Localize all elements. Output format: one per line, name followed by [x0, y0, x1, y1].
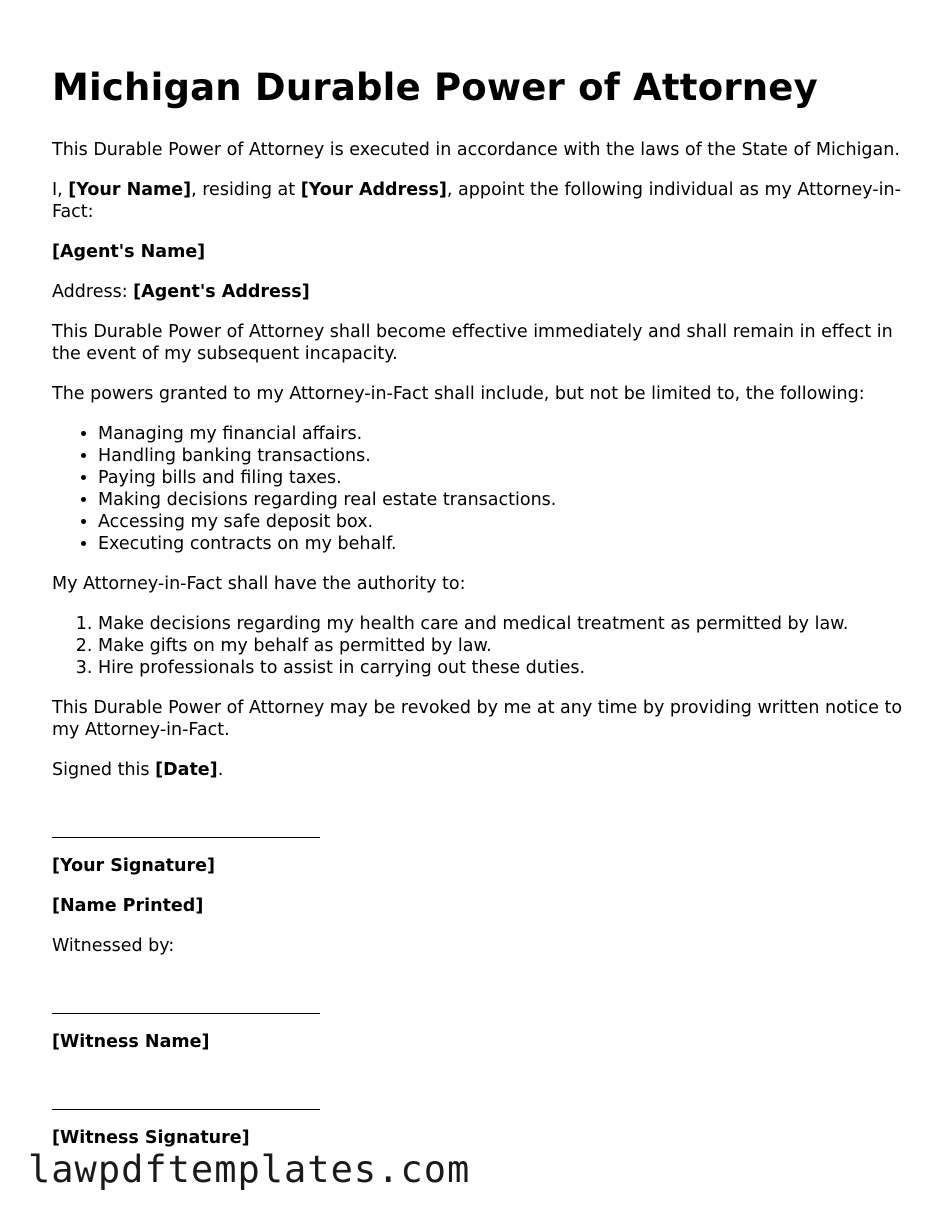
witness-name-line	[52, 993, 912, 1015]
list-item: • Handling banking transactions.	[98, 445, 912, 467]
list-item: • Paying bills and filing taxes.	[98, 467, 912, 489]
intro-paragraph: This Durable Power of Attorney is executed in accordance with the laws of the State of Michigan.	[52, 140, 900, 160]
witness-name-line-rule	[52, 993, 320, 1014]
watermark: lawpdftemplates.com	[28, 1148, 471, 1191]
document-title: Michigan Durable Power of Attorney	[52, 66, 818, 109]
signed-suffix: .	[217, 760, 224, 780]
witness-signature-line-rule	[52, 1089, 320, 1110]
appointment-middle: , residing at	[191, 180, 301, 200]
appointment-suffix: , appoint the following individual as my Attorney-in-Fact:	[52, 180, 901, 222]
authority-list	[52, 613, 912, 679]
name-printed-paragraph	[52, 895, 912, 917]
your-name-placeholder: [Your Name]	[68, 180, 192, 200]
list-item: 1. Make decisions regarding my health care and medical treatment as permitted by law.	[98, 613, 912, 635]
list-item: • Making decisions regarding real estate transactions.	[98, 489, 912, 511]
document	[52, 62, 912, 1167]
appointment-paragraph	[52, 179, 912, 223]
signed-paragraph	[52, 759, 912, 781]
witness-signature-line	[52, 1089, 912, 1111]
authority-intro: My Attorney-in-Fact shall have the authority to:	[52, 574, 466, 594]
spacer	[52, 975, 912, 993]
powers-list	[52, 423, 912, 555]
date-placeholder: [Date]	[155, 760, 218, 780]
revocation-paragraph: This Durable Power of Attorney may be revoked by me at any time by providing written notice to my Attorney-in-Fact.	[52, 698, 903, 740]
list-item: 3. Hire professionals to assist in carrying out these duties.	[98, 657, 912, 679]
witness-name-paragraph	[52, 1031, 912, 1053]
name-printed-placeholder: [Name Printed]	[52, 896, 204, 916]
agent-address-placeholder: [Agent's Address]	[133, 282, 310, 302]
your-address-placeholder: [Your Address]	[300, 180, 447, 200]
witness-signature-placeholder: [Witness Signature]	[52, 1128, 250, 1148]
list-item: • Executing contracts on my behalf.	[98, 533, 912, 555]
appointment-prefix: I,	[52, 180, 69, 200]
witnessed-by-label: Witnessed by:	[52, 936, 175, 956]
signature-line-rule	[52, 817, 320, 838]
agent-address-label: Address:	[52, 282, 134, 302]
spacer	[52, 1071, 912, 1089]
signed-prefix: Signed this	[52, 760, 156, 780]
agent-name-paragraph	[52, 241, 912, 263]
list-item: • Accessing my safe deposit box.	[98, 511, 912, 533]
your-signature-placeholder: [Your Signature]	[52, 856, 215, 876]
list-item: 2. Make gifts on my behalf as permitted by law.	[98, 635, 912, 657]
your-signature-paragraph	[52, 855, 912, 877]
agent-name-placeholder: [Agent's Name]	[52, 242, 206, 262]
effective-paragraph: This Durable Power of Attorney shall become effective immediately and shall remain in effect in the event of my subsequent incapacity.	[52, 322, 893, 364]
powers-intro: The powers granted to my Attorney-in-Fact shall include, but not be limited to, the following:	[52, 384, 865, 404]
signature-line	[52, 817, 912, 839]
list-item: • Managing my financial affairs.	[98, 423, 912, 445]
agent-address-paragraph	[52, 281, 912, 303]
witness-name-placeholder: [Witness Name]	[52, 1032, 210, 1052]
witness-signature-paragraph	[52, 1127, 912, 1149]
spacer	[52, 799, 912, 817]
